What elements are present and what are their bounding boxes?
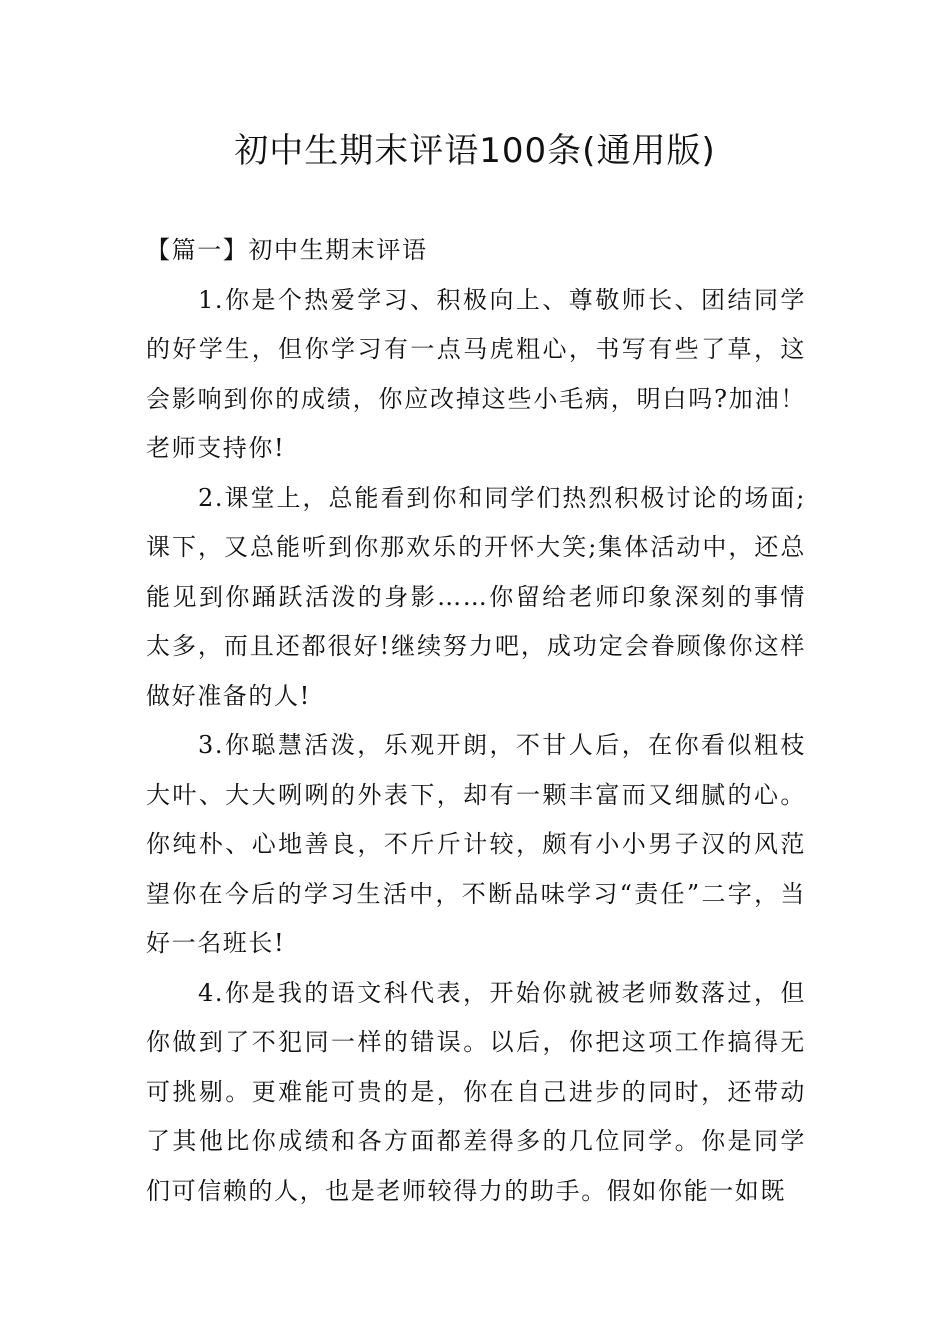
paragraph-3: 3.你聪慧活泼，乐观开朗，不甘人后，在你看似粗枝大叶、大大咧咧的外表下，却有一颗丰富而又细腻的心。你纯朴、心地善良，不斤斤计较，颇有小小男子汉的风范望你在今后的学习生活中，不断品味学习“责任”二字，当好一名班长!: [146, 731, 806, 957]
section-heading: 【篇一】初中生期末评语: [146, 236, 428, 264]
paragraph-4: 4.你是我的语文科代表，开始你就被老师数落过，但你做到了不犯同一样的错误。以后，你把这项工作搞得无可挑剔。更难能可贵的是，你在自己进步的同时，还带动了其他比你成绩和各方面都差得多的几位同学。你是同学们可信赖的人，也是老师较得力的助手。假如你能一如既: [146, 978, 806, 1205]
paragraph-1: 1.你是个热爱学习、积极向上、尊敬师长、团结同学的好学生，但你学习有一点马虎粗心，书写有些了草，这会影响到你的成绩，你应改掉这些小毛病，明白吗?加油！老师支持你!: [146, 285, 806, 462]
document-body: [146, 226, 806, 1216]
paragraph-2: 2.课堂上，总能看到你和同学们热烈积极讨论的场面;课下，又总能听到你那欢乐的开怀大笑;集体活动中，还总能见到你踊跃活泼的身影……你留给老师印象深刻的事情太多，而且还都很好!继续努力吧，成功定会眷顾像你这样做好准备的人!: [146, 483, 806, 710]
document-title: 初中生期末评语100条(通用版): [234, 131, 716, 171]
